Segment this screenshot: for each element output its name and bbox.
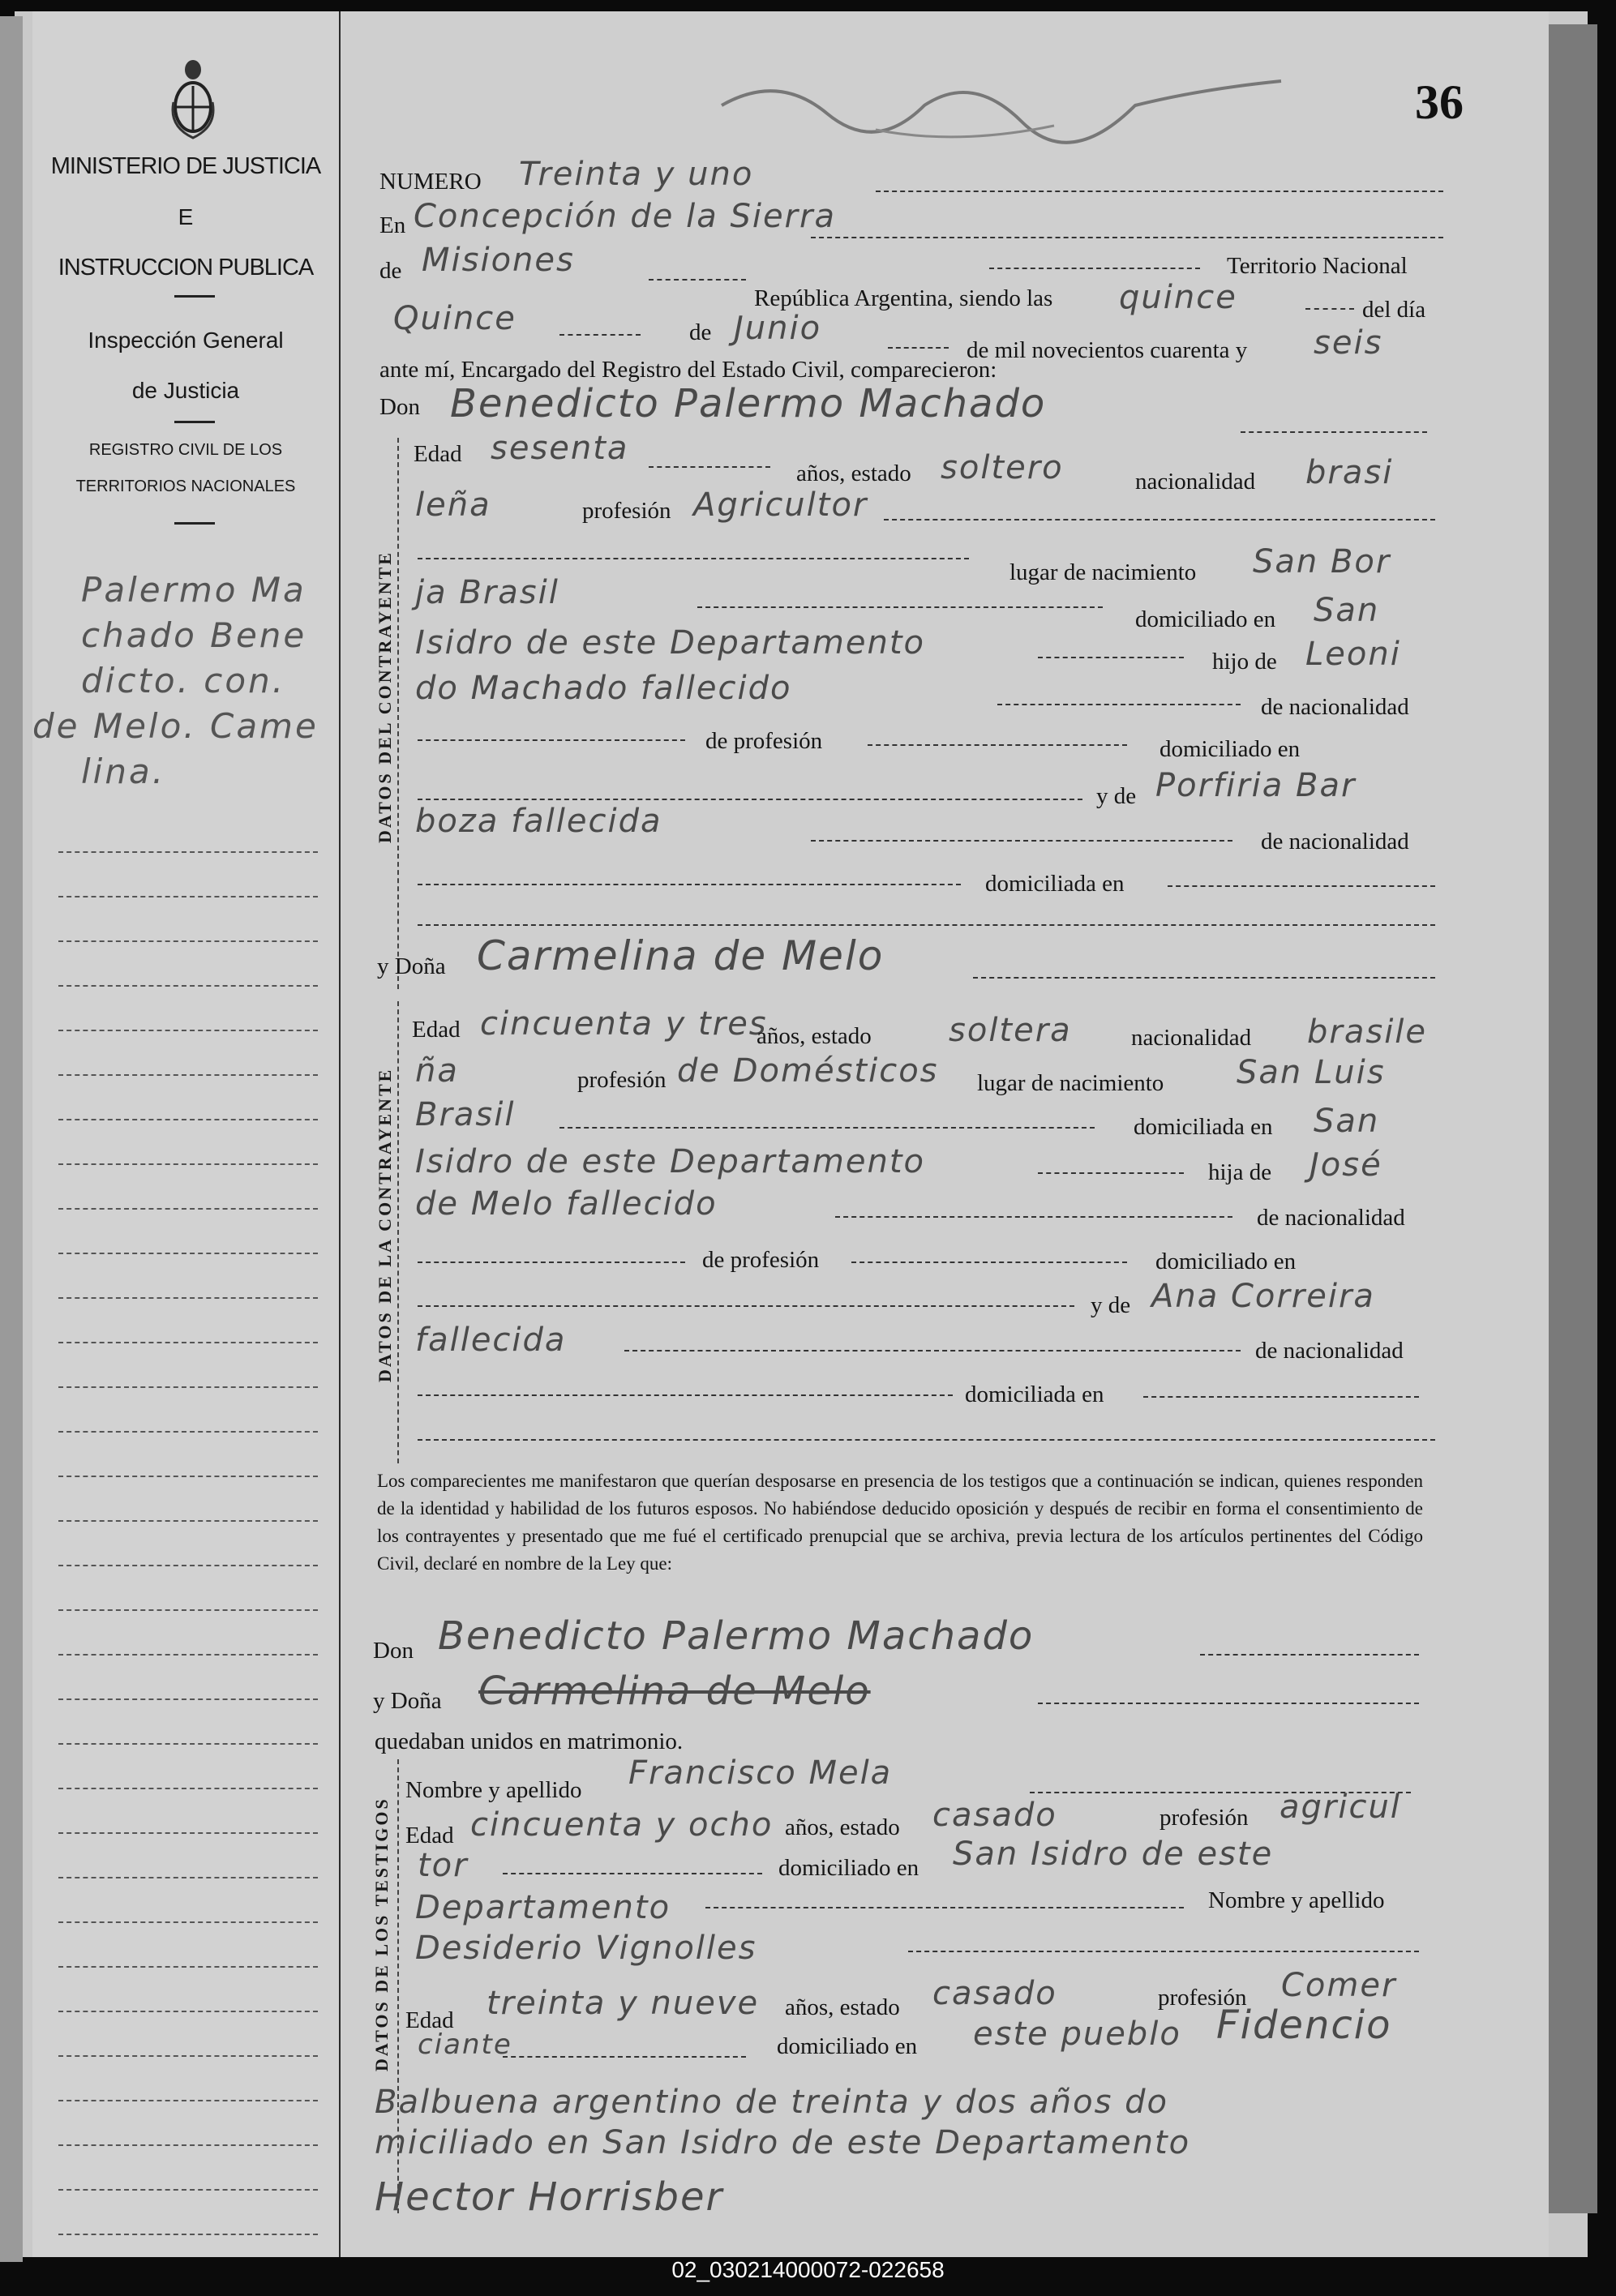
page-number: 36: [1415, 75, 1464, 129]
mes-value: Junio: [734, 310, 822, 347]
t2-domicilio: este pueblo: [973, 2015, 1181, 2053]
t1-profesion: agricul: [1280, 1788, 1401, 1826]
fill-line: [1305, 308, 1354, 310]
anos-estado-text: años, estado: [785, 1814, 900, 1840]
section-bracket: [397, 1001, 399, 1463]
edad-value: sesenta: [491, 430, 629, 467]
edad-label: Edad: [412, 1017, 461, 1043]
mil-text: de mil novecientos cuarenta y: [967, 337, 1248, 363]
padre-cont: do Machado fallecido: [415, 670, 792, 707]
margin-rule: [58, 1030, 318, 1031]
t1-nombre: Francisco Mela: [628, 1754, 893, 1792]
unidos-text: quedaban unidos en matrimonio.: [375, 1728, 684, 1754]
extra-line4: Hector Horrisber: [375, 2174, 724, 2220]
fill-line: [973, 977, 1435, 979]
inspection-line2: de Justicia: [131, 378, 240, 403]
margin-rule: [58, 1654, 318, 1656]
extra-line3: miciliado en San Isidro de este Departamento: [375, 2124, 1191, 2161]
domiciliado-en: domiciliado en: [1155, 1249, 1297, 1274]
margin-rule: [58, 1119, 318, 1120]
dona-value: Carmelina de Melo: [477, 932, 885, 979]
profesion-value: de Domésticos: [677, 1052, 939, 1090]
fill-line: [1200, 1654, 1419, 1656]
t1-domicilio: San Isidro de este: [953, 1836, 1274, 1873]
margin-note-line: lina.: [81, 752, 166, 791]
margin-rule: [58, 2144, 318, 2146]
fill-line: [559, 1127, 1095, 1129]
fill-line: [876, 191, 1443, 192]
margin-rule: [58, 985, 318, 987]
nacionalidad-label: nacionalidad: [1135, 469, 1256, 495]
hora-value: quince: [1119, 279, 1237, 316]
domiciliado-value: San: [1314, 592, 1380, 629]
image-caption: 02_030214000072-022658: [671, 2257, 945, 2282]
margin-rule: [58, 1520, 318, 1522]
fill-line: [697, 606, 1103, 608]
nacionalidad-label: nacionalidad: [1131, 1025, 1252, 1051]
ministry-line1: MINISTERIO DE JUSTICIA: [50, 153, 321, 179]
t1-edad: cincuenta y ocho: [470, 1806, 774, 1844]
nacionalidad-value: brasi: [1305, 454, 1394, 491]
dona-label: y Doña: [373, 1688, 442, 1714]
fill-line: [888, 347, 949, 349]
domiciliada-label: domiciliada en: [1134, 1114, 1273, 1140]
de-nacionalidad: de nacionalidad: [1255, 1338, 1404, 1364]
lugar-value: San Bor: [1253, 543, 1391, 580]
margin-rule: [58, 2100, 318, 2101]
t1-profesion-cont: tor: [418, 1847, 469, 1884]
margin-rule: [58, 1832, 318, 1834]
margin-rule: [58, 1609, 318, 1611]
profesion-label: profesión: [1159, 1805, 1249, 1831]
fill-line: [1168, 885, 1435, 887]
fill-line: [418, 1262, 685, 1263]
extra-line1: Fidencio: [1216, 2003, 1392, 2048]
profesion-label: profesión: [1158, 1985, 1247, 2011]
contrayenta-side-label: DATOS DE LA CONTRAYENTE: [375, 1067, 395, 1382]
fill-line: [649, 466, 770, 468]
registry-line1: REGISTRO CIVIL DE LOS: [88, 441, 283, 459]
de-profesion: de profesión: [702, 1247, 820, 1273]
anio-value: seis: [1314, 324, 1383, 362]
nombre-label2: Nombre y apellido: [1208, 1887, 1385, 1913]
edad-label: Edad: [405, 1823, 454, 1848]
margin-rule: [58, 2055, 318, 2057]
y-de-label: y de: [1096, 783, 1137, 809]
madre-cont: boza fallecida: [415, 803, 662, 840]
margin-rule: [58, 851, 318, 853]
margin-rule: [58, 2011, 318, 2012]
margin-note: [32, 568, 324, 795]
margin-rule: [58, 2234, 318, 2235]
dona-label: y Doña: [377, 953, 446, 979]
de-nacionalidad: de nacionalidad: [1261, 694, 1409, 720]
estado-value: soltera: [949, 1012, 1072, 1049]
anos-estado-text: años, estado: [796, 460, 911, 486]
don-label: Don: [379, 394, 420, 420]
don-value: Benedicto Palermo Machado: [438, 1613, 1035, 1659]
margin-note-line: dicto. con.: [81, 661, 286, 700]
del-dia-text: del día: [1362, 297, 1426, 323]
madre-value: Ana Correira: [1151, 1278, 1375, 1315]
fill-line: [811, 237, 1443, 238]
t2-nombre: Desiderio Vignolles: [415, 1930, 757, 1967]
padre-value: Leoni: [1305, 636, 1401, 673]
testigos-side-label: DATOS DE LOS TESTIGOS: [371, 1797, 392, 2071]
fill-line: [418, 558, 969, 559]
fill-line: [649, 279, 746, 281]
inspection-line1: Inspección General: [88, 328, 284, 353]
domiciliada-en: domiciliada en: [965, 1381, 1104, 1407]
domiciliado-label: domiciliado en: [778, 1855, 919, 1881]
lugar-value: San Luis: [1237, 1054, 1386, 1091]
ante-mi-text: ante mí, Encargado del Registro del Estado Civil, comparecieron:: [379, 357, 997, 383]
fill-line: [1038, 1703, 1419, 1704]
fill-line: [418, 1394, 953, 1396]
margin-rule: [58, 1698, 318, 1700]
margin-note-line: Palermo Ma: [81, 570, 306, 610]
de-profesion: de profesión: [705, 728, 823, 754]
don-label: Don: [373, 1638, 414, 1664]
nacionalidad-cont: leña: [415, 486, 491, 524]
numero-label: NUMERO: [379, 169, 482, 195]
padre-value: José: [1310, 1146, 1382, 1184]
t2-edad: treinta y nueve: [487, 1985, 760, 2022]
divider: [174, 295, 215, 298]
fill-line: [418, 799, 1082, 800]
hija-label: hija de: [1208, 1159, 1272, 1185]
fill-line: [851, 1262, 1127, 1263]
margin-rule: [58, 896, 318, 897]
fill-line: [418, 739, 685, 741]
domiciliada-value: San: [1314, 1103, 1380, 1140]
de-value: Misiones: [422, 242, 575, 279]
fill-line: [997, 704, 1241, 705]
en-label: En: [379, 212, 406, 238]
dia-value: Quince: [393, 300, 517, 337]
de-nacionalidad: de nacionalidad: [1257, 1205, 1405, 1231]
domiciliado-label: domiciliado en: [1135, 606, 1276, 632]
margin-rule: [58, 1966, 318, 1968]
signature-scribble: [714, 57, 1297, 154]
fill-line: [884, 519, 1435, 520]
margin-rule: [58, 1431, 318, 1433]
edad-value: cincuenta y tres: [480, 1005, 768, 1043]
t2-estado: casado: [932, 1975, 1057, 2012]
madre-value: Porfiria Bar: [1155, 767, 1357, 804]
lugar-label: lugar de nacimiento: [1009, 559, 1197, 585]
de2-label: de: [689, 319, 712, 345]
margin-rule: [58, 2189, 318, 2191]
de-nacionalidad: de nacionalidad: [1261, 829, 1409, 855]
fill-line: [559, 334, 641, 336]
divider: [174, 522, 215, 525]
margin-rule: [58, 1074, 318, 1076]
y-de-label: y de: [1091, 1292, 1131, 1318]
estado-value: soltero: [941, 449, 1064, 486]
fill-line: [418, 884, 961, 885]
t1-domicilio-cont: Departamento: [415, 1889, 671, 1926]
extra-line2: Balbuena argentino de treinta y dos años do: [375, 2084, 1169, 2121]
t2-profesion: Comer: [1281, 1967, 1397, 2004]
declaration-paragraph: Los comparecientes me manifestaron que querían desposarse en presencia de los testigos que a continuación se indican, quienes responden de la identidad y habilidad de los futuros esposos. No habiéndose deducido oposición y después de recibir en forma el consentimiento de los contrayentes y presentado que me fué el certificado prenupcial que se archiva, previa lectura de los artículos pertinentes del Código Civil, declaré en nombre de la Ley que:: [377, 1471, 1423, 1574]
de-label: de: [379, 258, 402, 284]
sidebar: [32, 11, 341, 2257]
margin-rule: [58, 1163, 318, 1165]
fill-line: [624, 1350, 1241, 1351]
margin-rule: [58, 1788, 318, 1789]
numero-value: Treinta y uno: [519, 156, 754, 193]
t1-estado: casado: [932, 1797, 1057, 1834]
fill-line: [1241, 431, 1427, 433]
margin-rule: [58, 1208, 318, 1210]
domicilio-cont: Isidro de este Departamento: [415, 1143, 925, 1180]
nacionalidad-value: brasile: [1307, 1013, 1428, 1051]
margin-rule: [58, 1921, 318, 1923]
fill-line: [705, 1907, 1184, 1908]
fill-line: [503, 1873, 762, 1874]
domiciliado-en: domiciliado en: [1159, 736, 1301, 762]
fill-line: [418, 1439, 1435, 1441]
nombre-label: Nombre y apellido: [405, 1777, 582, 1803]
padre-cont: de Melo fallecido: [415, 1185, 718, 1223]
registry-line2: TERRITORIOS NACIONALES: [75, 478, 296, 495]
margin-note-line: chado Bene: [81, 615, 307, 655]
dona-value: Carmelina de Melo: [478, 1668, 871, 1714]
page-edge: [1549, 24, 1597, 2213]
fill-line: [908, 1951, 1419, 1952]
madre-cont: fallecida: [415, 1321, 567, 1359]
margin-rule: [58, 1877, 318, 1878]
margin-rule: [58, 1342, 318, 1343]
fill-line: [1038, 1172, 1184, 1174]
anos-estado-text: años, estado: [785, 1994, 900, 2020]
margin-rule: [58, 1253, 318, 1254]
margin-rule: [58, 1386, 318, 1388]
ministry-line3: INSTRUCCION PUBLICA: [58, 255, 314, 281]
hijo-label: hijo de: [1212, 649, 1277, 675]
domicilio-cont: Isidro de este Departamento: [415, 624, 925, 662]
margin-rule: [58, 1297, 318, 1299]
fill-line: [835, 1216, 1232, 1218]
section-bracket: [397, 438, 399, 989]
margin-rule: [58, 1476, 318, 1477]
margin-note-line: de Melo. Came: [32, 706, 319, 746]
margin-rule: [58, 1565, 318, 1566]
edad-label: Edad: [414, 441, 462, 467]
fill-line: [418, 924, 1435, 926]
profesion-label: profesión: [582, 498, 671, 524]
edad-label: Edad: [405, 2007, 454, 2033]
fill-line: [503, 2056, 746, 2058]
coat-of-arms-icon: [169, 54, 217, 143]
fill-line: [1143, 1396, 1419, 1398]
don-value: Benedicto Palermo Machado: [450, 381, 1047, 426]
fill-line: [1038, 657, 1184, 658]
en-value: Concepción de la Sierra: [414, 198, 836, 235]
profesion-value: Agricultor: [693, 486, 868, 524]
domiciliado-label: domiciliado en: [777, 2033, 918, 2059]
divider: [174, 421, 215, 423]
fill-line: [868, 744, 1127, 746]
contrayente-side-label: DATOS DEL CONTRAYENTE: [375, 550, 395, 843]
lugar-label: lugar de nacimiento: [977, 1070, 1164, 1096]
profesion-label: profesión: [577, 1067, 667, 1093]
territorio-text: Territorio Nacional: [1227, 253, 1408, 279]
ministry-line2: E: [178, 204, 194, 229]
republica-text: República Argentina, siendo las: [754, 285, 1053, 311]
t2-profesion-cont: ciante: [418, 2028, 512, 2061]
fill-line: [989, 268, 1200, 269]
lugar-cont: ja Brasil: [415, 574, 559, 611]
domiciliada-en: domiciliada en: [985, 871, 1125, 897]
fill-line: [418, 1305, 1074, 1307]
margin-rule: [58, 940, 318, 942]
anos-estado-text: años, estado: [757, 1023, 872, 1049]
binding-strip: [0, 16, 23, 2262]
margin-rule: [58, 1743, 318, 1745]
lugar-cont: Brasil: [415, 1096, 516, 1133]
nacionalidad-cont: ña: [415, 1052, 459, 1090]
fill-line: [811, 840, 1232, 842]
